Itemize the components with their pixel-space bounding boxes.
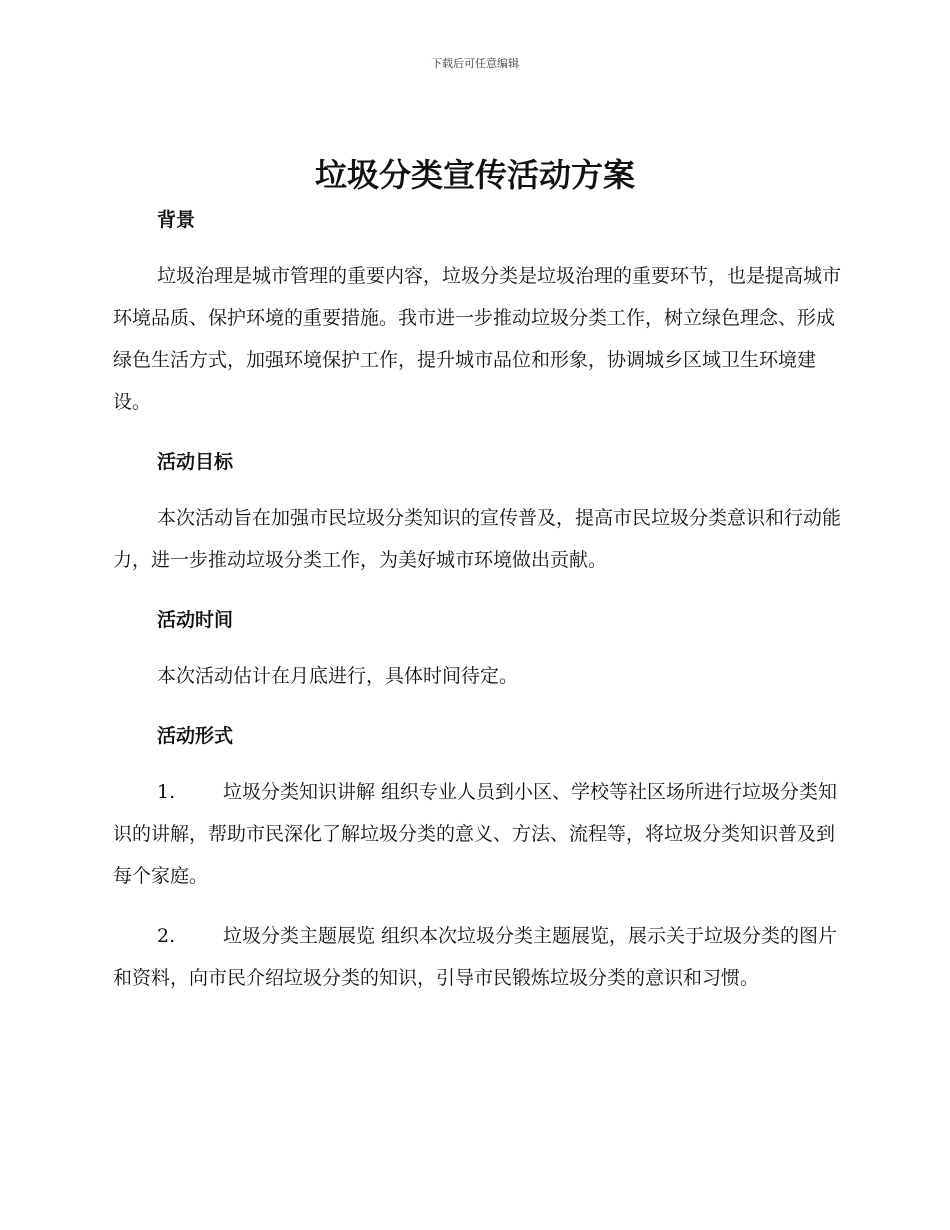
list-item-text: 垃圾分类主题展览 组织本次垃圾分类主题展览，展示关于垃圾分类的图片和资料，向市民介绍垃圾分类的知识，引导市民锻炼垃圾分类的意识和习惯。 (113, 925, 838, 989)
list-item (113, 771, 843, 897)
document-title: 垃圾分类宣传活动方案 (314, 156, 635, 194)
header-note: 下载后可任意编辑 (431, 57, 519, 70)
section-text-time: 本次活动估计在月底进行，具体时间待定。 (157, 665, 519, 687)
list-item-number: 2. (157, 925, 176, 947)
list-item (113, 915, 843, 999)
section-text-goal: 本次活动旨在加强市民垃圾分类知识的宣传普及，提高市民垃圾分类意识和行动能力，进一步推动垃圾分类工作，为美好城市环境做出贡献。 (113, 507, 842, 571)
list-item-number: 1. (157, 781, 176, 803)
section-heading-format: 活动形式 (157, 725, 234, 747)
section-heading-goal: 活动目标 (157, 451, 234, 473)
section-text-background: 垃圾治理是城市管理的重要内容，垃圾分类是垃圾治理的重要环节，也是提高城市环境品质、保护环境的重要措施。我市进一步推动垃圾分类工作，树立绿色理念、形成绿色生活方式，加强环境保护工作，提升城市品位和形象，协调城乡区域卫生环境建设。 (113, 265, 842, 413)
section-heading-background: 背景 (157, 209, 196, 231)
document-body (113, 203, 843, 999)
section-heading-time: 活动时间 (157, 609, 234, 631)
list-item-text: 垃圾分类知识讲解 组织专业人员到小区、学校等社区场所进行垃圾分类知识的讲解，帮助市民深化了解垃圾分类的意义、方法、流程等，将垃圾分类知识普及到每个家庭。 (113, 781, 838, 887)
